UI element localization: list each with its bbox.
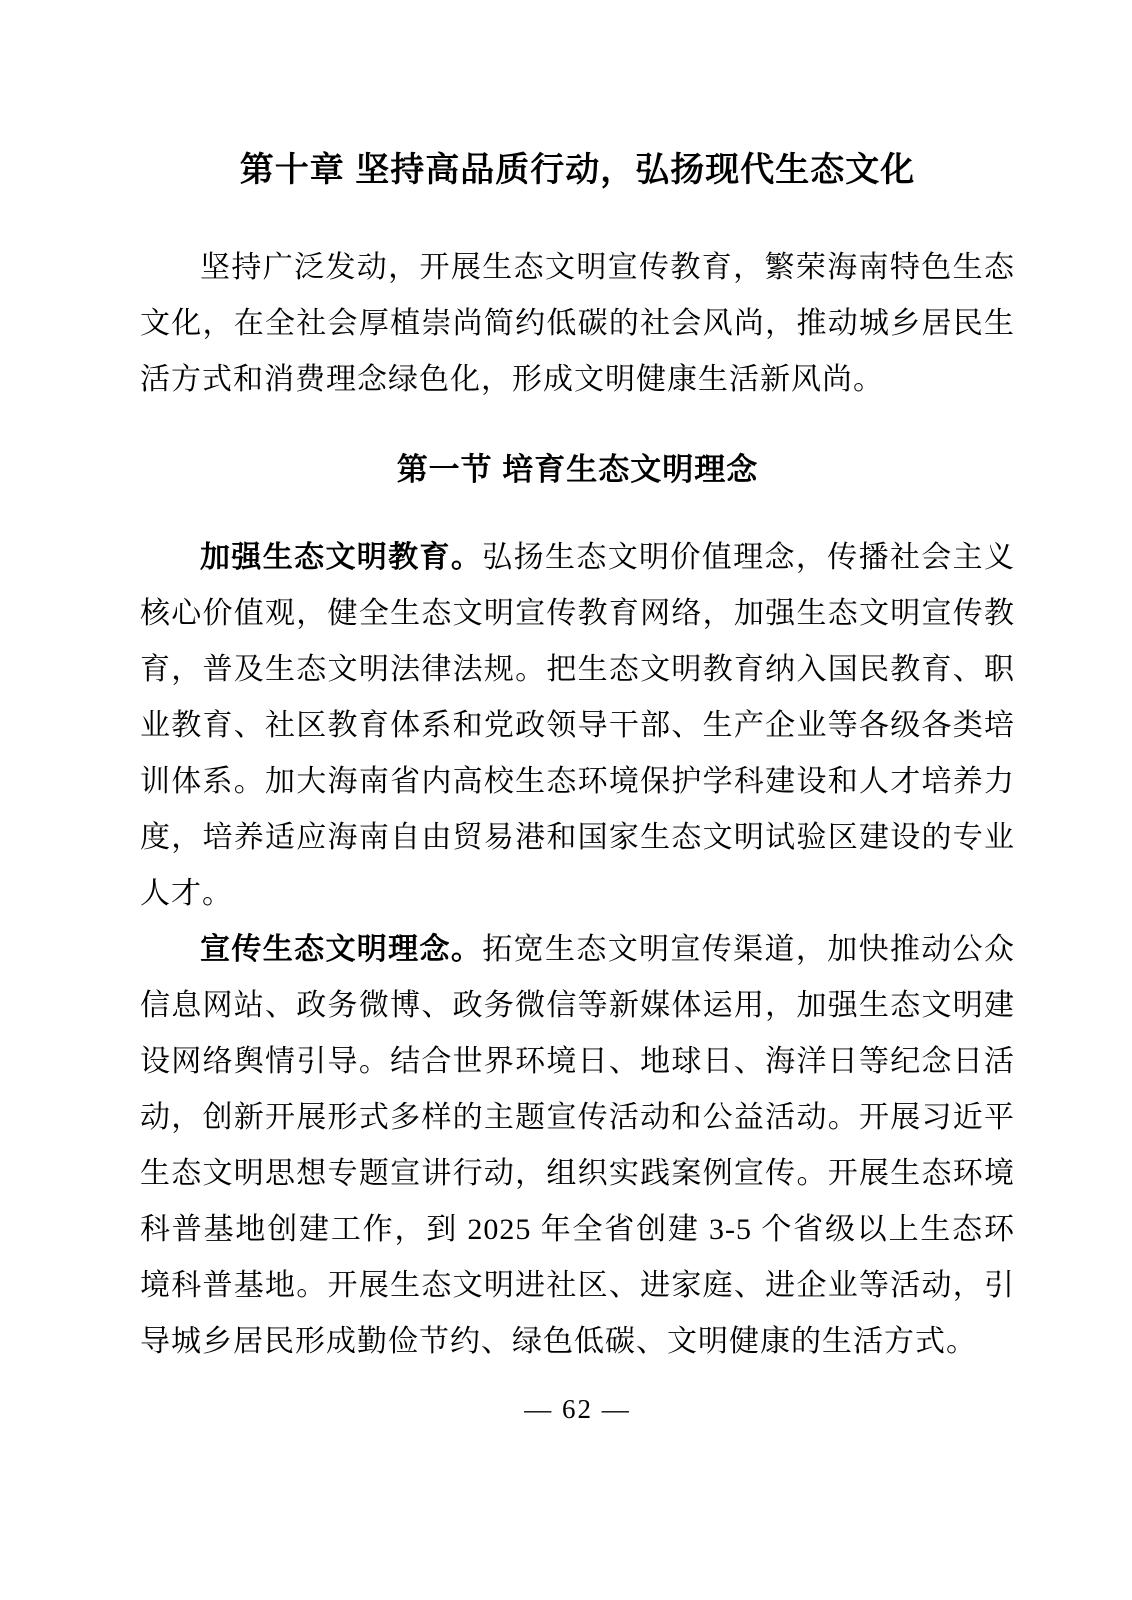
chapter-intro-paragraph [140, 240, 1015, 408]
chapter-title: 第十章 坚持高品质行动，弘扬现代生态文化 [239, 151, 916, 189]
section-title: 第一节 培育生态文明理念 [396, 452, 759, 487]
paragraph-promote-eco-concepts [140, 922, 1015, 1370]
page-number: — 62 — [524, 1394, 631, 1424]
paragraph-strengthen-eco-education [140, 530, 1015, 922]
paragraph-lead-strengthen-eco-education: 加强生态文明教育。 [200, 541, 483, 574]
paragraph-lead-promote-eco-concepts: 宣传生态文明理念。 [200, 933, 483, 966]
paragraph-body-strengthen-eco-education: 弘扬生态文明价值理念，传播社会主义核心价值观，健全生态文明宣传教育网络，加强生态文明宣传教育，普及生态文明法律法规。把生态文明教育纳入国民教育、职业教育、社区教育体系和党政领导干部、生产企业等各级各类培训体系。加大海南省内高校生态环境保护学科建设和人才培养力度，培养适应海南自由贸易港和国家生态文明试验区建设的专业人才。 [140, 541, 1016, 910]
chapter-intro-text: 坚持广泛发动，开展生态文明宣传教育，繁荣海南特色生态文化，在全社会厚植崇尚简约低碳的社会风尚，推动城乡居民生活方式和消费理念绿色化，形成文明健康生活新风尚。 [140, 251, 1015, 396]
paragraph-body-promote-eco-concepts: 拓宽生态文明宣传渠道，加快推动公众信息网站、政务微博、政务微信等新媒体运用，加强生态文明建设网络舆情引导。结合世界环境日、地球日、海洋日等纪念日活动，创新开展形式多样的主题宣传活动和公益活动。开展习近平生态文明思想专题宣讲行动，组织实践案例宣传。开展生态环境科普基地创建工作，到 2025 年全省创建 3-5 个省级以上生态环境科普基地。开展生态文明进社区、进家庭、进企业等活动，引导城乡居民形成勤俭节约、绿色低碳、文明健康的生活方式。 [140, 933, 1016, 1358]
page-content [140, 0, 1015, 1426]
